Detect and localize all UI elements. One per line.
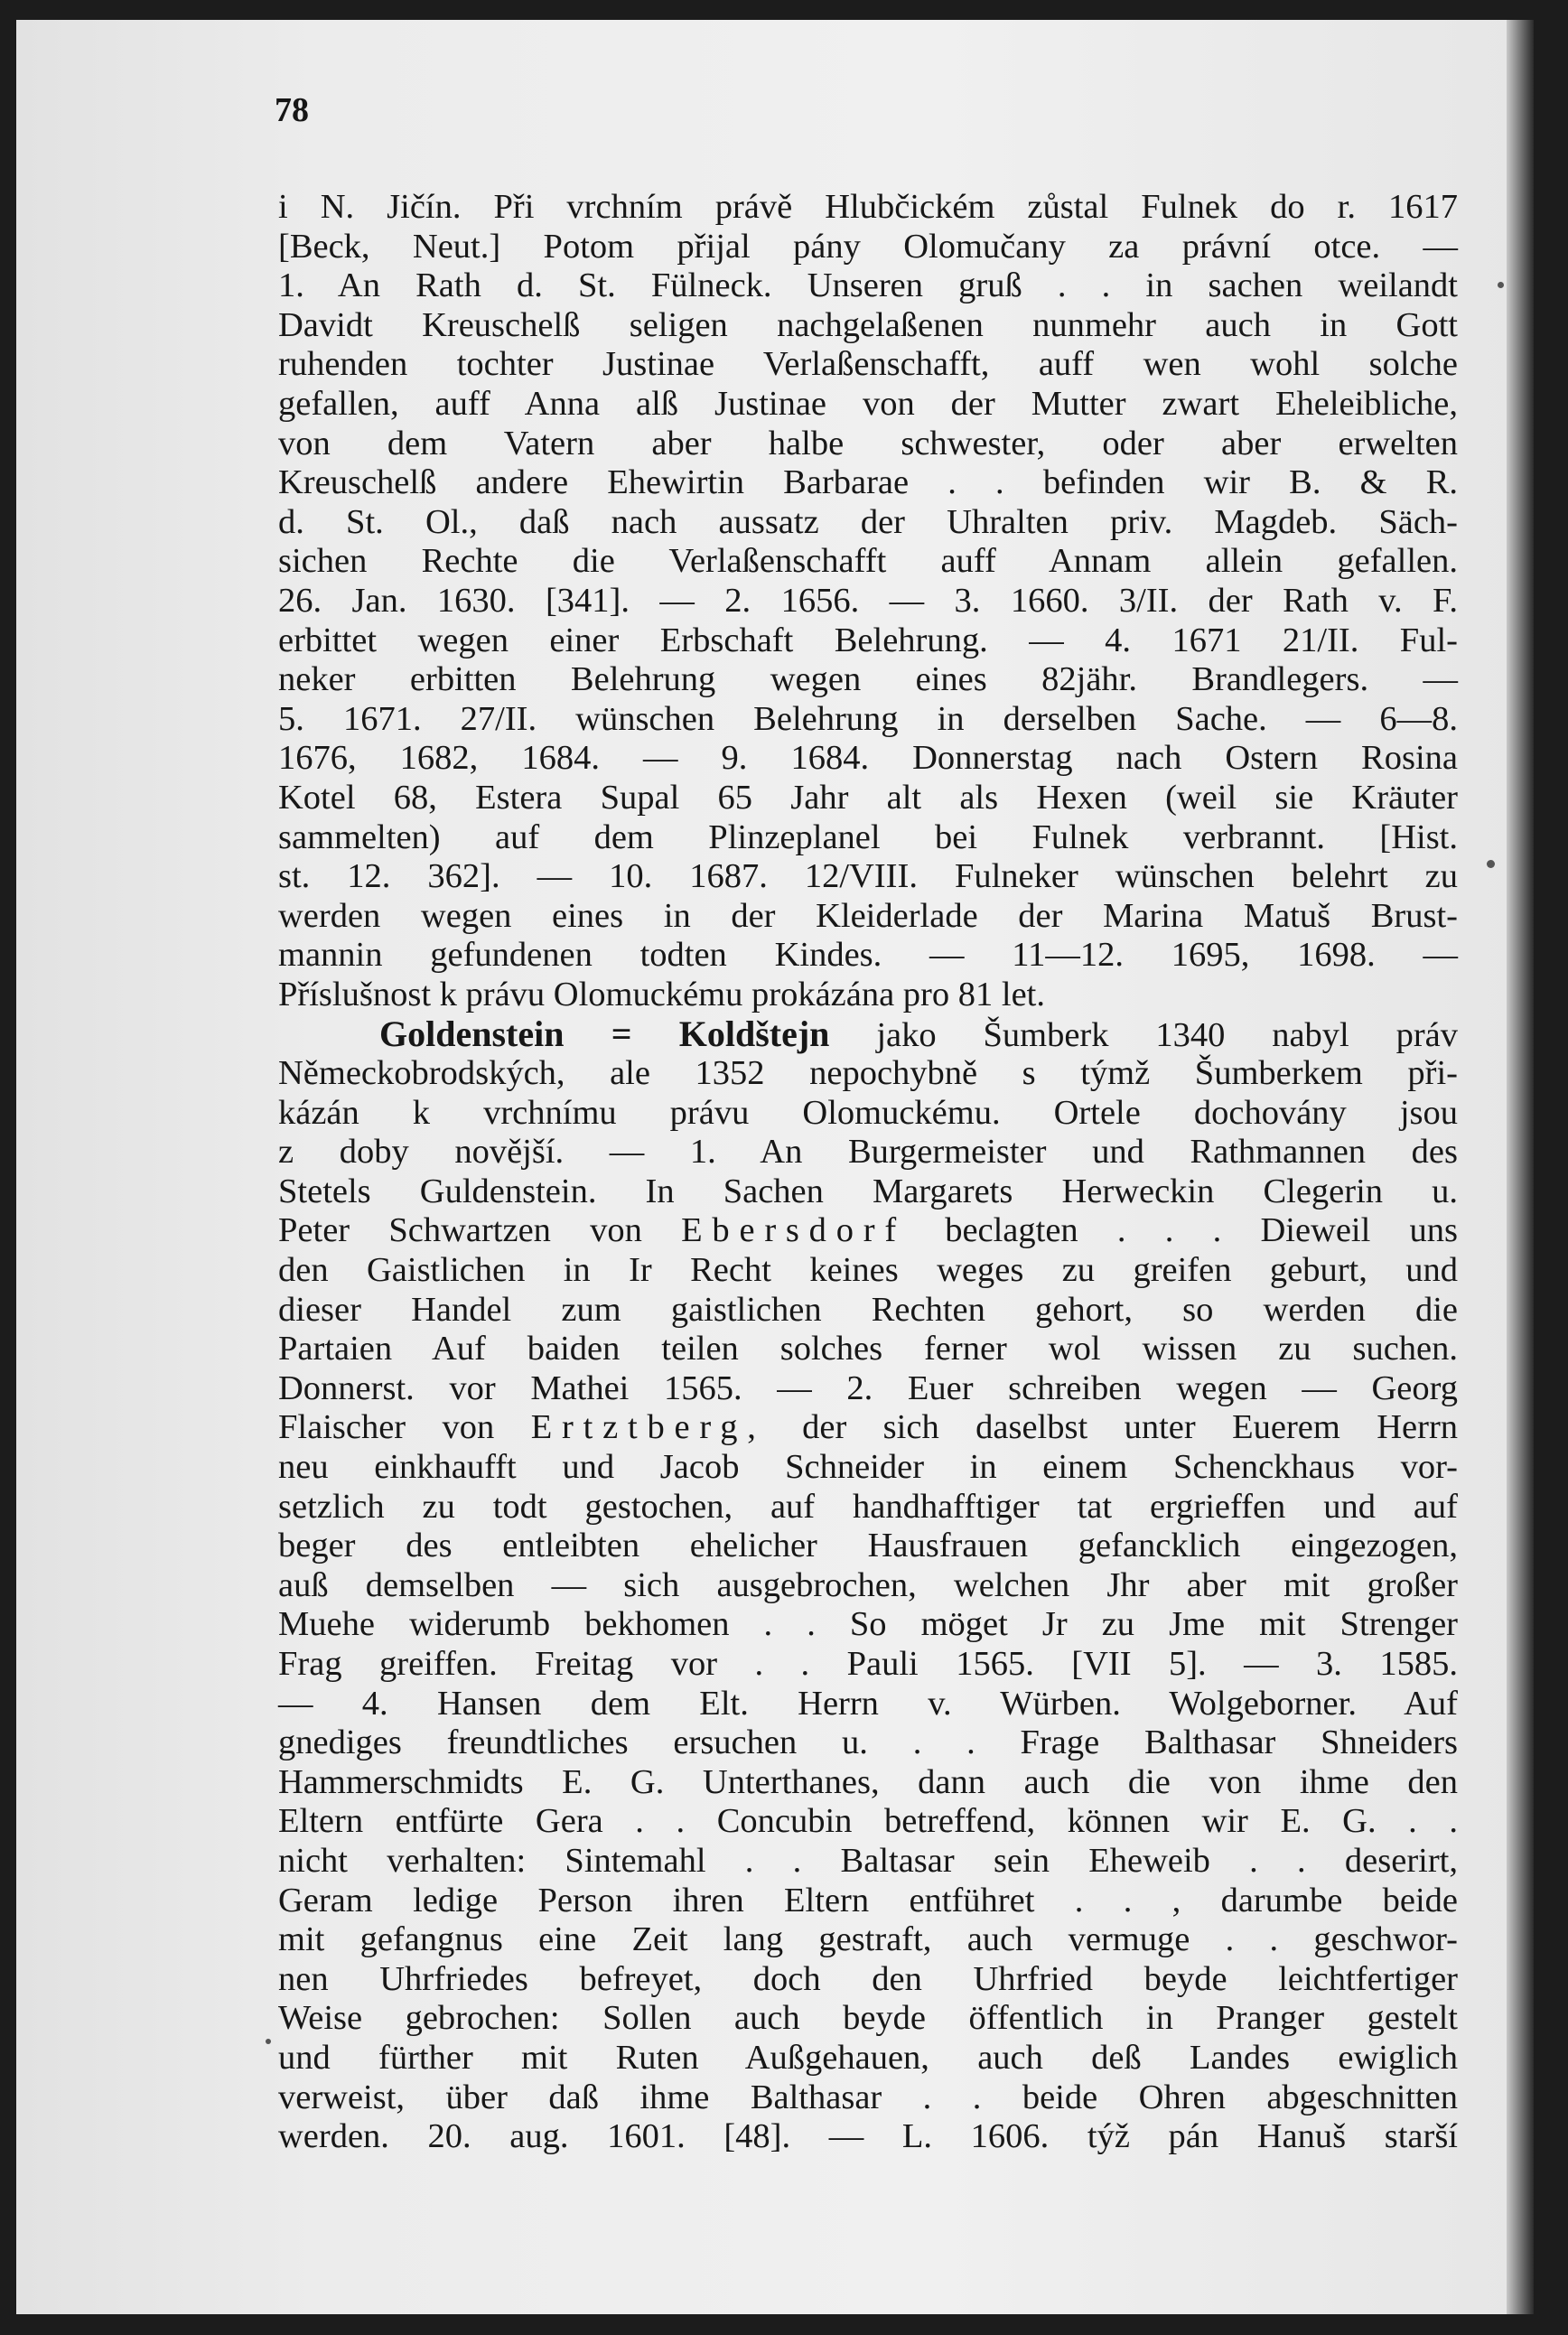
- text-line: neker erbitten Belehrung wegen eines 82jähr. Brandlegers. —: [278, 660, 1458, 699]
- text-line: [278, 1014, 1458, 1054]
- body-text: [278, 188, 1458, 2157]
- text-line: — 4. Hansen dem Elt. Herrn v. Würben. Wolgeborner. Auf: [278, 1684, 1458, 1723]
- text-line: nen Uhrfriedes befreyet, doch den Uhrfried beyde leichtfertiger: [278, 1959, 1458, 1998]
- ink-speck: [266, 2039, 271, 2044]
- text-segment: der sich daselbst unter Euerem Herrn: [802, 1408, 1459, 1447]
- text-line: von dem Vatern aber halbe schwester, oder aber erwelten: [278, 424, 1458, 462]
- text-line: ruhenden tochter Justinae Verlaßenschafft, auff wen wohl solche: [278, 345, 1458, 384]
- text-line: Hammerschmidts E. G. Unterthanes, dann auch die von ihme den: [278, 1762, 1458, 1801]
- text-segment: Flaischer von: [278, 1408, 495, 1447]
- text-line: i N. Jičín. Při vrchním právě Hlubčickém zůstal Fulnek do r. 1617: [278, 188, 1458, 226]
- text-line: Eltern entfürte Gera . . Concubin betreffend, können wir E. G. . .: [278, 1802, 1458, 1841]
- text-line: Davidt Kreuschelß seligen nachgelaßenen nunmehr auch in Gott: [278, 305, 1458, 344]
- text-line: verweist, über daß ihme Balthasar . . beide Ohren abgeschnitten: [278, 2078, 1458, 2116]
- text-line: 26. Jan. 1630. [341]. — 2. 1656. — 3. 1660. 3/II. der Rath v. F.: [278, 581, 1458, 620]
- text-line: Kotel 68, Estera Supal 65 Jahr alt als Hexen (weil sie Kräuter: [278, 778, 1458, 817]
- text-line: auß demselben — sich ausgebrochen, welchen Jhr aber mit großer: [278, 1565, 1458, 1604]
- spaced-place-name: Ebersdorf: [681, 1211, 906, 1250]
- text-line: nicht verhalten: Sintemahl . . Baltasar sein Eheweib . . deserirt,: [278, 1841, 1458, 1880]
- text-line: werden. 20. aug. 1601. [48]. — L. 1606. týž pán Hanuš starší: [278, 2117, 1458, 2156]
- text-line: [278, 1211, 1458, 1251]
- text-line: sichen Rechte die Verlaßenschafft auff Annam allein gefallen.: [278, 542, 1458, 581]
- text-line: werden wegen eines in der Kleiderlade der Marina Matuš Brust-: [278, 896, 1458, 935]
- text-line: und fürther mit Ruten Außgehauen, auch deß Landes ewiglich: [278, 2038, 1458, 2077]
- scanned-page: [16, 20, 1534, 2314]
- text-line: st. 12. 362]. — 10. 1687. 12/VIII. Fulneker wünschen belehrt zu: [278, 857, 1458, 896]
- text-line: mannin gefundenen todten Kindes. — 11—12. 1695, 1698. —: [278, 936, 1458, 975]
- text-line: kázán k vrchnímu právu Olomuckému. Ortele dochovány jsou: [278, 1093, 1458, 1132]
- text-line: Stetels Guldenstein. In Sachen Margarets Herweckin Clegerin u.: [278, 1172, 1458, 1210]
- text-line-rest: jako Šumberk 1340 nabyl práv: [876, 1016, 1459, 1055]
- text-line: z doby novější. — 1. An Burgermeister und Rathmannen des: [278, 1133, 1458, 1172]
- text-line: Frag greiffen. Freitag vor . . Pauli 1565. [VII 5]. — 3. 1585.: [278, 1644, 1458, 1683]
- spaced-place-name: Ertztberg,: [530, 1408, 766, 1447]
- text-line: sammelten) auf dem Plinzeplanel bei Fulnek verbrannt. [Hist.: [278, 817, 1458, 856]
- entry-heading: Goldenstein = Koldštejn: [379, 1013, 830, 1055]
- text-line: Weise gebrochen: Sollen auch beyde öffentlich in Pranger gestelt: [278, 1999, 1458, 2038]
- text-line: Německobrodských, ale 1352 nepochybně s týmž Šumberkem při-: [278, 1054, 1458, 1093]
- text-line: den Gaistlichen in Ir Recht keines weges zu greifen geburt, und: [278, 1251, 1458, 1290]
- text-segment: Peter Schwartzen von: [278, 1211, 642, 1250]
- page-number: 78: [275, 91, 309, 129]
- text-line: [278, 1408, 1458, 1448]
- text-segment: beclagten . . . Dieweil uns: [945, 1211, 1459, 1250]
- ink-speck: [1487, 860, 1495, 868]
- paragraph-fulnek: [278, 188, 1458, 1014]
- text-line: Donnerst. vor Mathei 1565. — 2. Euer schreiben wegen — Georg: [278, 1368, 1458, 1407]
- text-line: 1. An Rath d. St. Fülneck. Unseren gruß . . in sachen weilandt: [278, 266, 1458, 305]
- text-line: Příslušnost k právu Olomuckému prokázána pro 81 let.: [278, 975, 1045, 1013]
- text-line: Kreuschelß andere Ehewirtin Barbarae . . befinden wir B. & R.: [278, 463, 1458, 502]
- page-edge-shadow: [1507, 20, 1534, 2314]
- text-line: gnediges freundtliches ersuchen u. . . Frage Balthasar Shneiders: [278, 1723, 1458, 1762]
- text-line: 5. 1671. 27/II. wünschen Belehrung in derselben Sache. — 6—8.: [278, 699, 1458, 738]
- text-line: setzlich zu todt gestochen, auf handhafftiger tat ergrieffen und auf: [278, 1487, 1458, 1526]
- text-line: Geram ledige Person ihren Eltern entführet . . , darumbe beide: [278, 1881, 1458, 1919]
- text-line: [Beck, Neut.] Potom přijal pány Olomučany za právní otce. —: [278, 227, 1458, 266]
- text-line: neu einkhaufft und Jacob Schneider in einem Schenckhaus vor-: [278, 1448, 1458, 1486]
- text-line: Partaien Auf baiden teilen solches ferner wol wissen zu suchen.: [278, 1330, 1458, 1368]
- text-line: erbittet wegen einer Erbschaft Belehrung. — 4. 1671 21/II. Ful-: [278, 621, 1458, 659]
- text-line: d. St. Ol., daß nach aussatz der Uhralten priv. Magdeb. Säch-: [278, 502, 1458, 541]
- text-line: beger des entleibten ehelicher Hausfrauen gefancklich eingezogen,: [278, 1527, 1458, 1565]
- text-line: 1676, 1682, 1684. — 9. 1684. Donnerstag nach Ostern Rosina: [278, 739, 1458, 778]
- text-line: Muehe widerumb bekhomen . . So möget Jr zu Jme mit Strenger: [278, 1605, 1458, 1644]
- ink-speck: [1498, 282, 1504, 288]
- paragraph-goldenstein: [278, 1014, 1458, 2156]
- text-line: dieser Handel zum gaistlichen Rechten gehort, so werden die: [278, 1290, 1458, 1329]
- text-line: mit gefangnus eine Zeit lang gestraft, auch vermuge . . geschwor-: [278, 1920, 1458, 1959]
- text-line: gefallen, auff Anna alß Justinae von der Mutter zwart Eheleibliche,: [278, 384, 1458, 423]
